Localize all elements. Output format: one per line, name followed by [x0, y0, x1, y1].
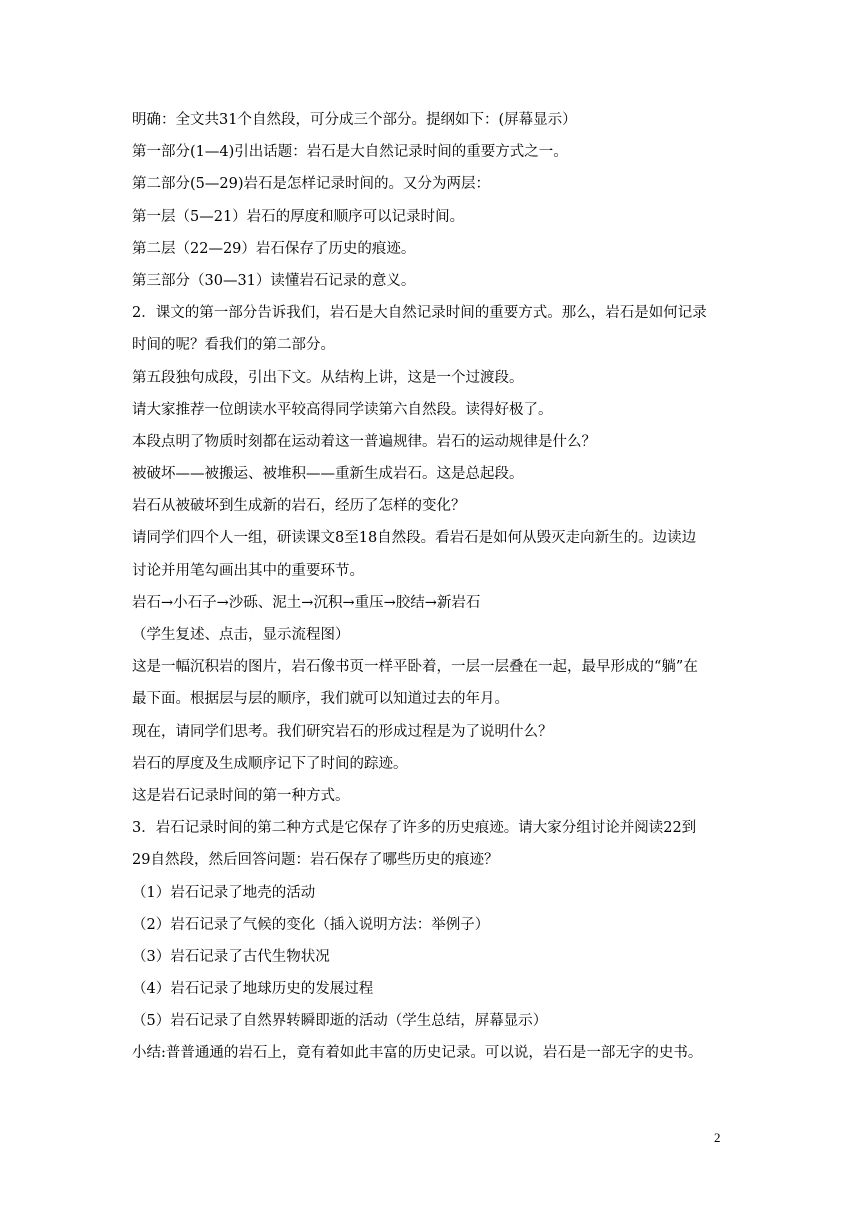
list-item: （5）岩石记录了自然界转瞬即逝的活动（学生总结，屏幕显示） — [132, 1013, 548, 1030]
text-line: 第五段独句成段，引出下文。从结构上讲，这是一个过渡段。 — [132, 369, 524, 386]
text-line: 本段点明了物质时刻都在运动着这一普遍规律。岩石的运动规律是什么？ — [132, 433, 596, 450]
text-line: 请同学们四个人一组，研读课文8至18自然段。看岩石是如何从毁灭走向新生的。边读边 — [132, 530, 697, 547]
list-item: （3）岩石记录了古代生物状况 — [132, 948, 330, 965]
text-line: 讨论并用笔勾画出其中的重要环节。 — [132, 562, 364, 579]
text-line: 岩石的厚度及生成顺序记下了时间的踪迹。 — [132, 755, 408, 772]
text-line: 第二层（22—29）岩石保存了历史的痕迹。 — [132, 240, 416, 257]
text-line: 第二部分(5—29)岩石是怎样记录时间的。又分为两层： — [132, 176, 490, 193]
text-line: 最下面。根据层与层的顺序，我们就可以知道过去的年月。 — [132, 691, 509, 708]
text-line: 岩石从被破坏到生成新的岩石，经历了怎样的变化？ — [132, 498, 466, 515]
list-item: （4）岩石记录了地球历史的发展过程 — [132, 981, 374, 998]
text-line: 这是岩石记录时间的第一种方式。 — [132, 787, 350, 804]
text-line: 请大家推荐一位朗读水平较高得同学读第六自然段。读得好极了。 — [132, 401, 553, 418]
text-line: 29自然段，然后回答问题：岩石保存了哪些历史的痕迹？ — [132, 852, 499, 869]
text-line: 这是一幅沉积岩的图片，岩石像书页一样平卧着，一层一层叠在一起，最早形成的“躺”在 — [132, 659, 698, 676]
text-line: 明确：全文共31个自然段，可分成三个部分。提纲如下：(屏幕显示） — [132, 112, 577, 128]
text-line: 被破坏——被搬运、被堆积——重新生成岩石。这是总起段。 — [132, 466, 524, 483]
summary-line: 小结:普普通通的岩石上，竟有着如此丰富的历史记录。可以说，岩石是一部无字的史书。 — [132, 1045, 703, 1062]
text-line: 2．课文的第一部分告诉我们，岩石是大自然记录时间的重要方式。那么，岩石是如何记录 — [132, 305, 707, 322]
flow-sequence: 岩石→小石子→沙砾、泥土→沉积→重压→胶结→新岩石 — [132, 594, 481, 611]
text-line: 第三部分（30—31）读懂岩石记录的意义。 — [132, 272, 416, 289]
text-line: 第一部分(1—4)引出话题：岩石是大自然记录时间的重要方式之一。 — [132, 144, 568, 161]
text-line: 现在，请同学们思考。我们研究岩石的形成过程是为了说明什么？ — [132, 723, 553, 740]
text-line: 时间的呢？看我们的第二部分。 — [132, 337, 335, 354]
page-number: 2 — [714, 1130, 721, 1145]
body-text — [132, 108, 732, 1074]
list-item: （2）岩石记录了气候的变化（插入说明方法：举例子） — [132, 916, 490, 933]
text-line: 第一层（5—21）岩石的厚度和顺序可以记录时间。 — [132, 208, 465, 225]
list-item: （1）岩石记录了地壳的活动 — [132, 884, 316, 901]
text-line: 3．岩石记录时间的第二种方式是它保存了许多的历史痕迹。请大家分组讨论并阅读22到 — [132, 820, 697, 837]
text-line: （学生复述、点击，显示流程图） — [132, 627, 350, 643]
